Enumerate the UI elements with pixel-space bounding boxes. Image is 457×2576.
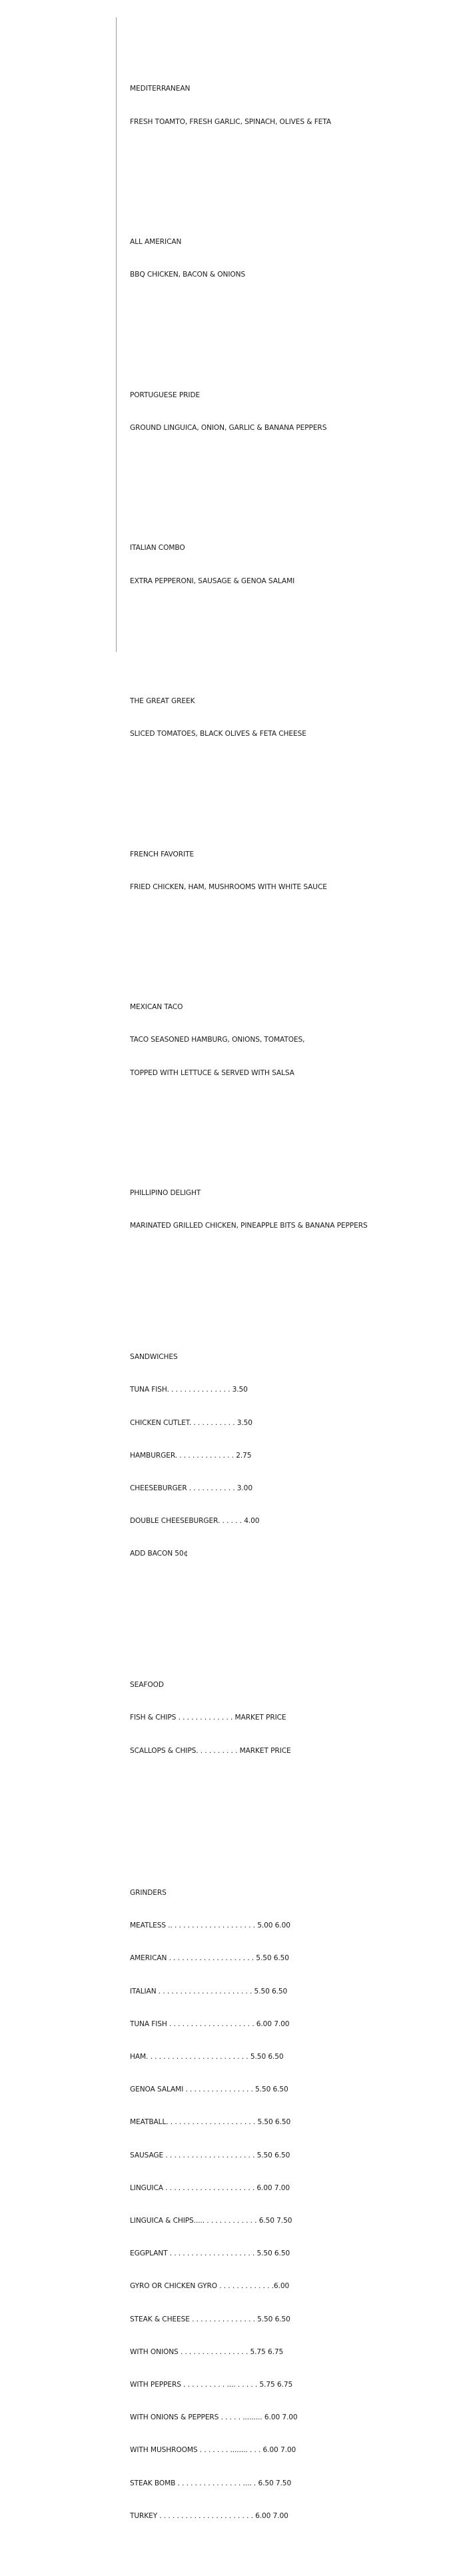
- item-name: ALL AMERICAN: [130, 238, 182, 247]
- menu-line: SAUSAGE . . . . . . . . . . . . . . . . . . . . . 5.50 6.50: [130, 2151, 290, 2159]
- item-description: FRIED CHICKEN, HAM, MUSHROOMS WITH WHITE SAUCE: [130, 882, 327, 891]
- pizza-item-french-favorite: [130, 827, 443, 914]
- menu-line: WITH ONIONS & PEPPERS . . . . . ......... 6.00 7.00: [130, 2413, 298, 2422]
- pizza-item-phillipino-delight: [130, 1166, 443, 1253]
- menu-line: TUNA FISH . . . . . . . . . . . . . . . . . . . . 6.00 7.00: [130, 2019, 290, 2028]
- item-name: MEDITERRANEAN: [130, 85, 191, 93]
- left-margin-rule: [116, 17, 117, 652]
- pizza-item-italian-combo: [130, 521, 443, 609]
- menu-line: EGGPLANT . . . . . . . . . . . . . . . . . . . . 5.50 6.50: [130, 2249, 290, 2258]
- menu-line: GYRO OR CHICKEN GYRO . . . . . . . . . . . . .6.00: [130, 2282, 290, 2291]
- menu-line: SCALLOPS & CHIPS. . . . . . . . . . MARKET PRICE: [130, 1746, 291, 1755]
- sandwiches-section: [130, 1330, 443, 1581]
- item-name: ITALIAN COMBO: [130, 544, 185, 553]
- pizza-item-portuguese-pride: [130, 368, 443, 455]
- item-name: PHILLIPINO DELIGHT: [130, 1189, 201, 1198]
- item-description: SLICED TOMATOES, BLACK OLIVES & FETA CHEESE: [130, 730, 306, 738]
- item-name: THE GREAT GREEK: [130, 697, 195, 705]
- menu-line: MEATLESS .. . . . . . . . . . . . . . . . . . . . 5.00 6.00: [130, 1922, 290, 1930]
- menu-line: MEATBALL. . . . . . . . . . . . . . . . . . . . . 5.50 6.50: [130, 2118, 291, 2127]
- menu-line: CHEESEBURGER . . . . . . . . . . . 3.00: [130, 1484, 252, 1492]
- item-name: FRENCH FAVORITE: [130, 850, 195, 858]
- menu-line: TUNA FISH. . . . . . . . . . . . . . . 3.50: [130, 1386, 248, 1394]
- item-description: BBQ CHICKEN, BACON & ONIONS: [130, 271, 246, 279]
- section-title: SEAFOOD: [130, 1681, 164, 1690]
- item-description: FRESH TOAMTO, FRESH GARLIC, SPINACH, OLIVES & FETA: [130, 117, 331, 126]
- menu-line: WITH PEPPERS . . . . . . . . . . .... . . . . . 5.75 6.75: [130, 2380, 293, 2389]
- grinders-section: [130, 1866, 443, 2543]
- menu-line: WITH ONIONS . . . . . . . . . . . . . . . . 5.75 6.75: [130, 2347, 284, 2356]
- menu-line: STEAK & CHEESE . . . . . . . . . . . . . . . 5.50 6.50: [130, 2315, 290, 2323]
- menu-line: FISH & CHIPS . . . . . . . . . . . . . MARKET PRICE: [130, 1714, 286, 1722]
- menu-line: GENOA SALAMI . . . . . . . . . . . . . . . . 5.50 6.50: [130, 2085, 288, 2094]
- menu-line: WITH MUSHROOMS . . . . . . . ........ . . . 6.00 7.00: [130, 2446, 296, 2455]
- menu-line: LINGUICA & CHIPS..... . . . . . . . . . . . . 6.50 7.50: [130, 2216, 292, 2225]
- section-title: GRINDERS: [130, 1888, 167, 1897]
- pizza-item-mexican-taco: [130, 980, 443, 1100]
- menu-content: [130, 18, 443, 2576]
- menu-line: HAM. . . . . . . . . . . . . . . . . . . . . . . . 5.50 6.50: [130, 2052, 284, 2061]
- menu-line: TURKEY . . . . . . . . . . . . . . . . . . . . . . 6.00 7.00: [130, 2511, 288, 2520]
- item-description: MARINATED GRILLED CHICKEN, PINEAPPLE BITS & BANANA PEPPERS: [130, 1222, 368, 1230]
- item-description: TACO SEASONED HAMBURG, ONIONS, TOMATOES,: [130, 1036, 305, 1044]
- pizza-item-mediterranean: [130, 62, 443, 149]
- menu-line: LINGUICA . . . . . . . . . . . . . . . . . . . . . 6.00 7.00: [130, 2183, 290, 2192]
- menu-line: CHICKEN CUTLET. . . . . . . . . . . 3.50: [130, 1418, 252, 1427]
- seafood-section: [130, 1658, 443, 1778]
- item-name: PORTUGUESE PRIDE: [130, 391, 201, 399]
- item-description: EXTRA PEPPERONI, SAUSAGE & GENOA SALAMI: [130, 577, 295, 585]
- pizza-item-great-greek: [130, 674, 443, 761]
- menu-line: DOUBLE CHEESEBURGER. . . . . . 4.00: [130, 1517, 260, 1526]
- section-title: SANDWICHES: [130, 1353, 178, 1362]
- item-name: MEXICAN TACO: [130, 1003, 183, 1012]
- menu-line: AMERICAN . . . . . . . . . . . . . . . . . . . . 5.50 6.50: [130, 1954, 289, 1963]
- item-description: GROUND LINGUICA, ONION, GARLIC & BANANA PEPPERS: [130, 423, 327, 432]
- item-description: TOPPED WITH LETTUCE & SERVED WITH SALSA: [130, 1068, 294, 1077]
- menu-line: ADD BACON 50¢: [130, 1550, 189, 1558]
- menu-line: ITALIAN . . . . . . . . . . . . . . . . . . . . . . 5.50 6.50: [130, 1987, 288, 1995]
- menu-line: HAMBURGER. . . . . . . . . . . . . . 2.75: [130, 1451, 252, 1460]
- pizza-item-all-american: [130, 215, 443, 302]
- menu-line: STEAK BOMB . . . . . . . . . . . . . . . .... . 6.50 7.50: [130, 2479, 292, 2487]
